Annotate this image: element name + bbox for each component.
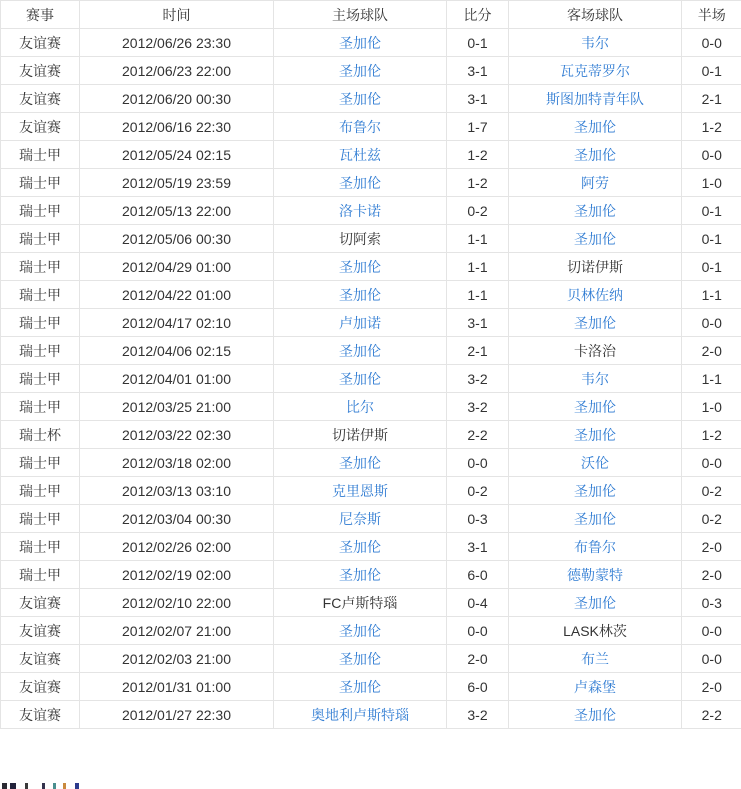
time-cell: 2012/01/27 22:30 [80,701,274,729]
match-row [1,85,741,113]
away-team-cell [509,225,682,253]
home-team-cell [274,449,447,477]
score-cell: 1-2 [447,169,509,197]
home-team-link[interactable]: 圣加伦 [339,258,381,275]
league-cell: 瑞士甲 [1,561,80,589]
home-team-cell [274,113,447,141]
score-cell: 0-1 [447,29,509,57]
league-cell: 瑞士甲 [1,449,80,477]
away-team-cell [509,57,682,85]
league-cell: 瑞士杯 [1,421,80,449]
score-cell: 1-1 [447,253,509,281]
match-row [1,477,741,505]
away-team-link[interactable]: 圣加伦 [574,146,616,163]
score-cell: 3-2 [447,393,509,421]
half-time-cell: 2-0 [682,673,741,701]
time-cell: 2012/02/26 02:00 [80,533,274,561]
match-row [1,337,741,365]
away-team-link[interactable]: 圣加伦 [574,510,616,527]
league-cell: 瑞士甲 [1,365,80,393]
home-team-link: FC卢斯特瑙 [322,594,398,611]
score-cell: 2-0 [447,645,509,673]
home-team-link[interactable]: 圣加伦 [339,174,381,191]
clipped-text-fragment [25,783,28,789]
home-team-link: 切诺伊斯 [332,426,388,443]
time-cell: 2012/02/19 02:00 [80,561,274,589]
league-cell: 瑞士甲 [1,141,80,169]
league-cell: 瑞士甲 [1,393,80,421]
league-cell: 瑞士甲 [1,505,80,533]
time-cell: 2012/04/06 02:15 [80,337,274,365]
half-time-cell: 0-0 [682,617,741,645]
score-cell: 0-2 [447,477,509,505]
away-team-cell [509,421,682,449]
header-time: 时间 [80,1,274,29]
league-cell: 友谊赛 [1,589,80,617]
league-cell: 瑞士甲 [1,225,80,253]
home-team-link[interactable]: 圣加伦 [339,622,381,639]
away-team-cell [509,29,682,57]
away-team-link[interactable]: 贝林佐纳 [567,286,623,303]
score-cell: 1-2 [447,141,509,169]
time-cell: 2012/02/03 21:00 [80,645,274,673]
away-team-link[interactable]: 圣加伦 [574,398,616,415]
time-cell: 2012/03/04 00:30 [80,505,274,533]
away-team-link[interactable]: 圣加伦 [574,202,616,219]
home-team-cell [274,393,447,421]
match-row [1,561,741,589]
time-cell: 2012/02/10 22:00 [80,589,274,617]
half-time-cell: 2-2 [682,701,741,729]
away-team-link[interactable]: 瓦克蒂罗尔 [560,62,630,79]
home-team-link[interactable]: 圣加伦 [339,650,381,667]
league-cell: 瑞士甲 [1,197,80,225]
away-team-cell [509,281,682,309]
league-cell: 瑞士甲 [1,309,80,337]
time-cell: 2012/03/18 02:00 [80,449,274,477]
match-row [1,253,741,281]
league-cell: 瑞士甲 [1,169,80,197]
away-team-cell [509,253,682,281]
away-team-link[interactable]: 德勒蒙特 [567,566,623,583]
home-team-link[interactable]: 圣加伦 [339,454,381,471]
clipped-text-fragment [63,783,66,789]
home-team-cell [274,505,447,533]
home-team-link[interactable]: 圣加伦 [339,90,381,107]
home-team-link[interactable]: 尼奈斯 [339,510,381,527]
match-row [1,281,741,309]
time-cell: 2012/02/07 21:00 [80,617,274,645]
home-team-cell [274,197,447,225]
half-time-cell: 1-1 [682,365,741,393]
half-time-cell: 2-0 [682,533,741,561]
score-cell: 3-1 [447,309,509,337]
away-team-cell [509,645,682,673]
away-team-cell [509,85,682,113]
league-cell: 友谊赛 [1,645,80,673]
home-team-link[interactable]: 克里恩斯 [332,482,388,499]
league-cell: 友谊赛 [1,113,80,141]
half-time-cell: 0-0 [682,29,741,57]
away-team-link[interactable]: 圣加伦 [574,426,616,443]
away-team-link: 切诺伊斯 [567,258,623,275]
time-cell: 2012/06/26 23:30 [80,29,274,57]
home-team-cell [274,701,447,729]
header-away-team: 客场球队 [509,1,682,29]
away-team-cell [509,561,682,589]
time-cell: 2012/04/22 01:00 [80,281,274,309]
home-team-link[interactable]: 圣加伦 [339,678,381,695]
home-team-cell [274,617,447,645]
half-time-cell: 0-3 [682,589,741,617]
match-row [1,29,741,57]
league-cell: 瑞士甲 [1,253,80,281]
half-time-cell: 0-0 [682,309,741,337]
league-cell: 瑞士甲 [1,281,80,309]
home-team-link[interactable]: 布鲁尔 [339,118,381,135]
away-team-cell [509,393,682,421]
match-row [1,421,741,449]
away-team-cell [509,617,682,645]
league-cell: 友谊赛 [1,29,80,57]
league-cell: 友谊赛 [1,57,80,85]
home-team-cell [274,281,447,309]
time-cell: 2012/05/19 23:59 [80,169,274,197]
time-cell: 2012/04/01 01:00 [80,365,274,393]
clipped-text-fragment [42,783,45,789]
away-team-link: 卡洛治 [574,342,616,359]
time-cell: 2012/03/25 21:00 [80,393,274,421]
away-team-link[interactable]: 韦尔 [581,370,609,387]
half-time-cell: 2-1 [682,85,741,113]
home-team-cell [274,561,447,589]
away-team-link[interactable]: 斯图加特青年队 [546,90,644,107]
away-team-cell [509,169,682,197]
away-team-link[interactable]: 韦尔 [581,34,609,51]
half-time-cell: 0-2 [682,477,741,505]
score-cell: 0-0 [447,617,509,645]
away-team-cell [509,113,682,141]
home-team-cell [274,85,447,113]
half-time-cell: 0-1 [682,57,741,85]
half-time-cell: 0-2 [682,505,741,533]
home-team-cell [274,645,447,673]
match-row [1,393,741,421]
half-time-cell: 1-0 [682,393,741,421]
league-cell: 友谊赛 [1,673,80,701]
away-team-cell [509,449,682,477]
away-team-link[interactable]: 圣加伦 [574,230,616,247]
score-cell: 0-3 [447,505,509,533]
home-team-link[interactable]: 圣加伦 [339,538,381,555]
home-team-link[interactable]: 瓦杜兹 [339,146,381,163]
score-cell: 6-0 [447,561,509,589]
score-cell: 1-1 [447,281,509,309]
half-time-cell: 1-1 [682,281,741,309]
match-row [1,617,741,645]
away-team-link[interactable]: 沃伦 [581,454,609,471]
time-cell: 2012/05/06 00:30 [80,225,274,253]
home-team-cell [274,29,447,57]
time-cell: 2012/03/13 03:10 [80,477,274,505]
score-cell: 2-2 [447,421,509,449]
away-team-cell [509,589,682,617]
score-cell: 3-2 [447,701,509,729]
match-row [1,505,741,533]
half-time-cell: 0-1 [682,225,741,253]
time-cell: 2012/05/24 02:15 [80,141,274,169]
away-team-link[interactable]: 阿劳 [581,174,609,191]
home-team-link: 切阿索 [339,230,381,247]
half-time-cell: 2-0 [682,337,741,365]
time-cell: 2012/05/13 22:00 [80,197,274,225]
time-cell: 2012/01/31 01:00 [80,673,274,701]
time-cell: 2012/06/23 22:00 [80,57,274,85]
header-league: 赛事 [1,1,80,29]
home-team-cell [274,253,447,281]
home-team-link[interactable]: 奥地利卢斯特瑙 [311,706,409,723]
home-team-link[interactable]: 洛卡诺 [339,202,381,219]
home-team-link[interactable]: 卢加诺 [339,314,381,331]
clipped-text-fragment [2,783,7,789]
half-time-cell: 1-2 [682,113,741,141]
score-cell: 3-1 [447,533,509,561]
half-time-cell: 2-0 [682,561,741,589]
time-cell: 2012/03/22 02:30 [80,421,274,449]
match-row [1,701,741,729]
away-team-link[interactable]: 圣加伦 [574,118,616,135]
away-team-link[interactable]: 布兰 [581,650,609,667]
table-header-row [1,1,741,29]
time-cell: 2012/06/16 22:30 [80,113,274,141]
header-score: 比分 [447,1,509,29]
match-row [1,533,741,561]
score-cell: 0-2 [447,197,509,225]
away-team-link[interactable]: 布鲁尔 [574,538,616,555]
league-cell: 友谊赛 [1,701,80,729]
home-team-link[interactable]: 圣加伦 [339,566,381,583]
header-half-time: 半场 [682,1,741,29]
away-team-link[interactable]: 卢森堡 [574,678,616,695]
score-cell: 0-4 [447,589,509,617]
home-team-cell [274,589,447,617]
match-row [1,309,741,337]
half-time-cell: 0-1 [682,197,741,225]
away-team-cell [509,533,682,561]
away-team-link[interactable]: 圣加伦 [574,706,616,723]
league-cell: 瑞士甲 [1,533,80,561]
match-row [1,365,741,393]
score-cell: 3-1 [447,85,509,113]
match-row [1,113,741,141]
home-team-link[interactable]: 圣加伦 [339,34,381,51]
clipped-bottom-text [0,783,741,789]
score-cell: 3-1 [447,57,509,85]
home-team-cell [274,141,447,169]
away-team-link[interactable]: 圣加伦 [574,594,616,611]
home-team-link[interactable]: 圣加伦 [339,342,381,359]
half-time-cell: 1-2 [682,421,741,449]
home-team-cell [274,365,447,393]
match-row [1,57,741,85]
home-team-cell [274,169,447,197]
header-home-team: 主场球队 [274,1,447,29]
match-row [1,589,741,617]
away-team-cell [509,141,682,169]
away-team-cell [509,673,682,701]
league-cell: 友谊赛 [1,85,80,113]
home-team-link[interactable]: 圣加伦 [339,286,381,303]
score-cell: 2-1 [447,337,509,365]
home-team-cell [274,533,447,561]
home-team-cell [274,309,447,337]
home-team-link[interactable]: 圣加伦 [339,370,381,387]
away-team-cell [509,197,682,225]
score-cell: 3-2 [447,365,509,393]
away-team-cell [509,505,682,533]
away-team-link[interactable]: 圣加伦 [574,314,616,331]
home-team-link[interactable]: 圣加伦 [339,62,381,79]
time-cell: 2012/04/29 01:00 [80,253,274,281]
score-cell: 0-0 [447,449,509,477]
away-team-link[interactable]: 圣加伦 [574,482,616,499]
half-time-cell: 1-0 [682,169,741,197]
away-team-link: LASK林茨 [563,622,627,639]
home-team-cell [274,57,447,85]
match-row [1,169,741,197]
match-row [1,225,741,253]
clipped-text-fragment [75,783,79,789]
match-row [1,141,741,169]
home-team-cell [274,477,447,505]
match-row [1,673,741,701]
away-team-cell [509,701,682,729]
clipped-text-fragment [10,783,16,789]
home-team-cell [274,337,447,365]
half-time-cell: 0-1 [682,253,741,281]
home-team-cell [274,673,447,701]
away-team-cell [509,337,682,365]
clipped-text-fragment [53,783,56,789]
match-row [1,449,741,477]
score-cell: 1-1 [447,225,509,253]
half-time-cell: 0-0 [682,449,741,477]
home-team-cell [274,421,447,449]
half-time-cell: 0-0 [682,141,741,169]
league-cell: 瑞士甲 [1,477,80,505]
league-cell: 友谊赛 [1,617,80,645]
score-cell: 6-0 [447,673,509,701]
match-table-body [1,29,741,729]
away-team-cell [509,309,682,337]
league-cell: 瑞士甲 [1,337,80,365]
half-time-cell: 0-0 [682,645,741,673]
match-row [1,197,741,225]
away-team-cell [509,365,682,393]
away-team-cell [509,477,682,505]
score-cell: 1-7 [447,113,509,141]
home-team-cell [274,225,447,253]
home-team-link[interactable]: 比尔 [346,398,374,415]
time-cell: 2012/04/17 02:10 [80,309,274,337]
time-cell: 2012/06/20 00:30 [80,85,274,113]
match-row [1,645,741,673]
